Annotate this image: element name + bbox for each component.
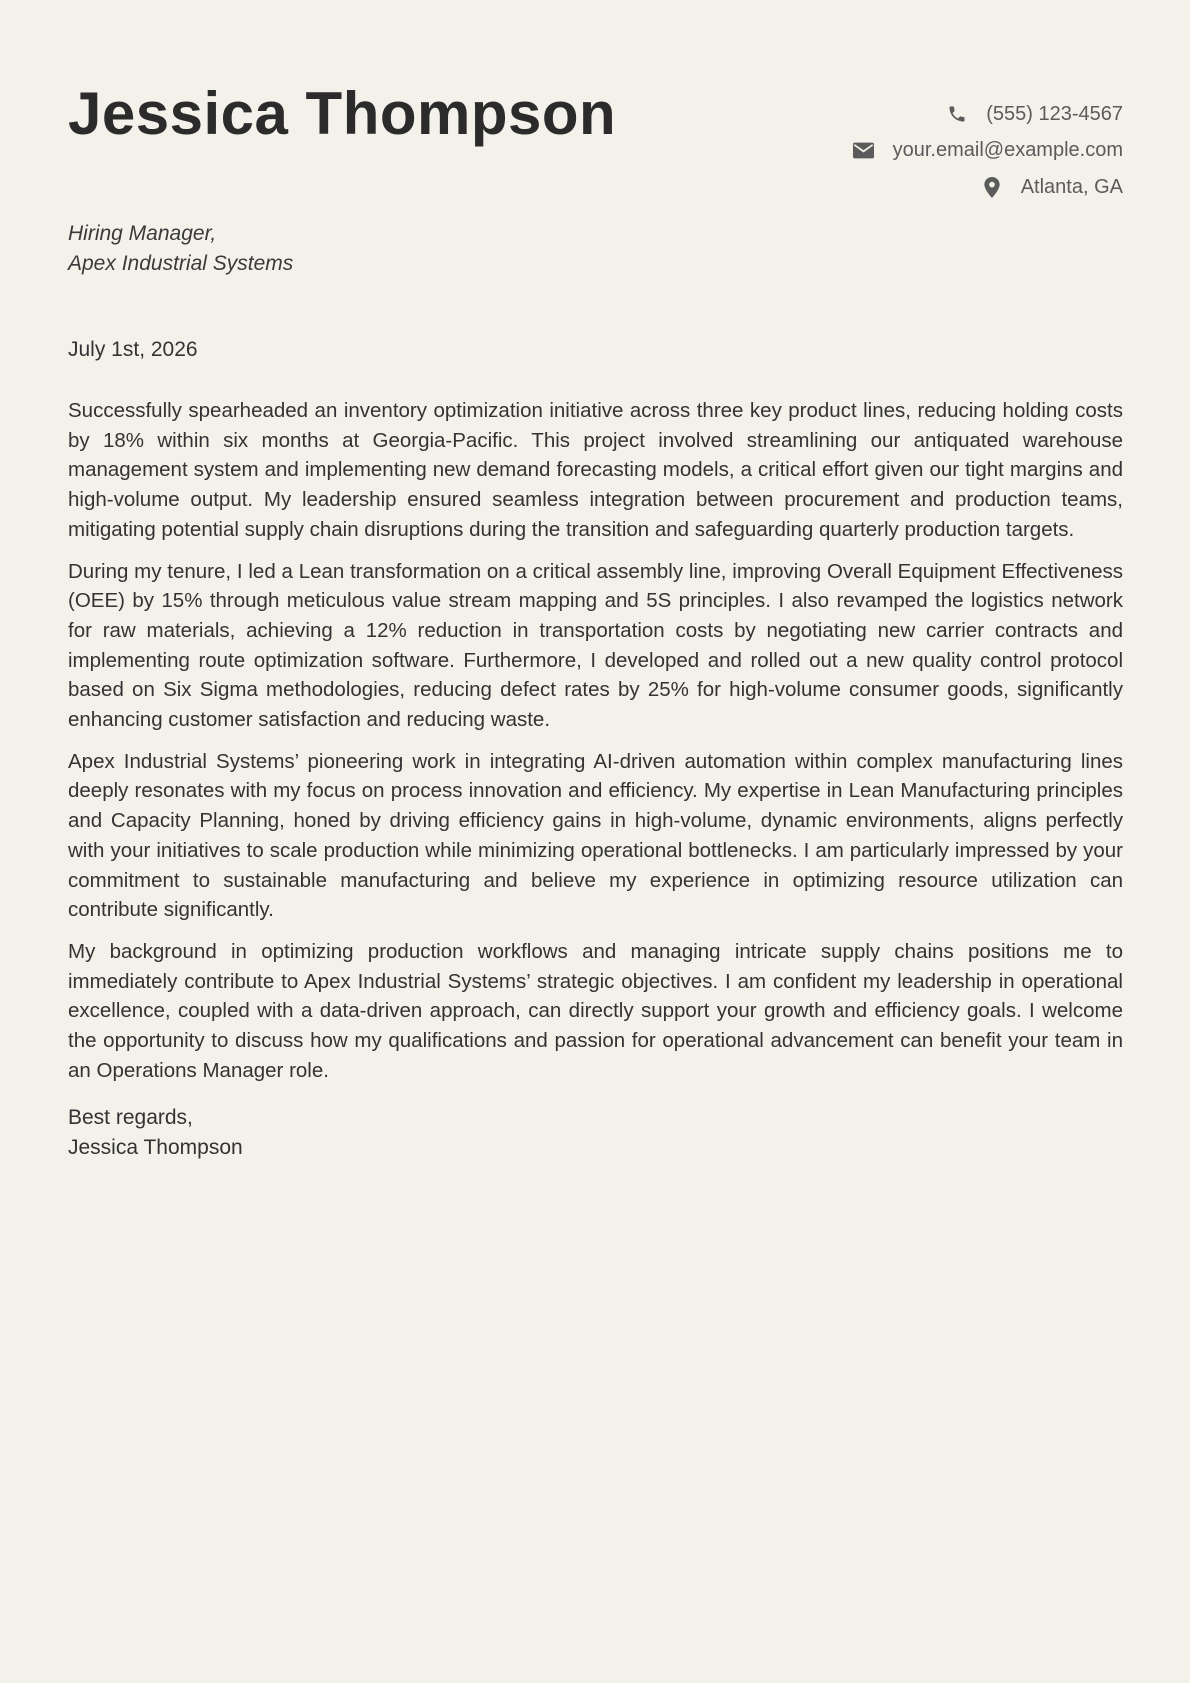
contact-location <box>853 169 1123 206</box>
body-paragraph: Apex Industrial Systems’ pioneering work in integrating AI-driven automation within complex manufacturing lines deeply resonates with my focus on process innovation and efficiency. My expertise in Lean Manufacturing principles and Capacity Planning, honed by driving efficiency gains in high-volume, dynamic environments, aligns perfectly with your initiatives to scale production while minimizing operational bottlenecks. I am particularly impressed by your commitment to sustainable manufacturing and believe my experience in optimizing resource utilization can contribute significantly. <box>68 749 1123 922</box>
recipient-block <box>68 219 293 279</box>
contact-phone <box>853 96 1123 133</box>
envelope-icon <box>853 140 875 162</box>
applicant-name: Jessica Thompson <box>68 80 617 147</box>
email-address[interactable]: your.email@example.com <box>892 139 1123 162</box>
body-paragraph: During my tenure, I led a Lean transformation on a critical assembly line, improving Overall Equipment Effectiveness (OEE) by 15% through meticulous value stream mapping and 5S principles. I also revamped the logistics network for raw materials, achieving a 12% reduction in transportation costs by negotiating new carrier contracts and implementing route optimization software. Furthermore, I developed and rolled out a new quality control protocol based on Six Sigma methodologies, reducing defect rates by 25% for high-volume consumer goods, significantly enhancing customer satisfaction and reducing waste. <box>68 559 1123 732</box>
contact-email <box>853 133 1123 170</box>
recipient-title: Hiring Manager, <box>68 222 217 245</box>
closing-signature: Jessica Thompson <box>68 1136 243 1160</box>
recipient-company: Apex Industrial Systems <box>68 252 294 275</box>
letter-body <box>68 396 1123 1163</box>
body-paragraph: My background in optimizing production workflows and managing intricate supply chains positions me to immediately contribute to Apex Industrial Systems’ strategic objectives. I am confident my leadership in operational excellence, coupled with a data-driven approach, can directly support your growth and efficiency goals. I welcome the opportunity to discuss how my qualifications and passion for operational advancement can benefit your team in an Operations Manager role. <box>68 939 1123 1082</box>
contact-block <box>853 96 1123 206</box>
closing-block <box>68 1103 1123 1163</box>
closing-salutation: Best regards, <box>68 1106 193 1130</box>
phone-number[interactable]: (555) 123-4567 <box>986 102 1123 125</box>
letter-date: July 1st, 2026 <box>68 338 198 361</box>
location-text: Atlanta, GA <box>1020 175 1123 198</box>
phone-icon <box>946 103 968 125</box>
map-pin-icon <box>981 176 1003 198</box>
body-paragraph: Successfully spearheaded an inventory optimization initiative across three key product lines, reducing holding costs by 18% within six months at Georgia-Pacific. This project involved streamlining our antiquated warehouse management system and implementing new demand forecasting models, a critical effort given our tight margins and high-volume output. My leadership ensured seamless integration between procurement and production teams, mitigating potential supply chain disruptions during the transition and safeguarding quarterly production targets. <box>68 399 1123 541</box>
